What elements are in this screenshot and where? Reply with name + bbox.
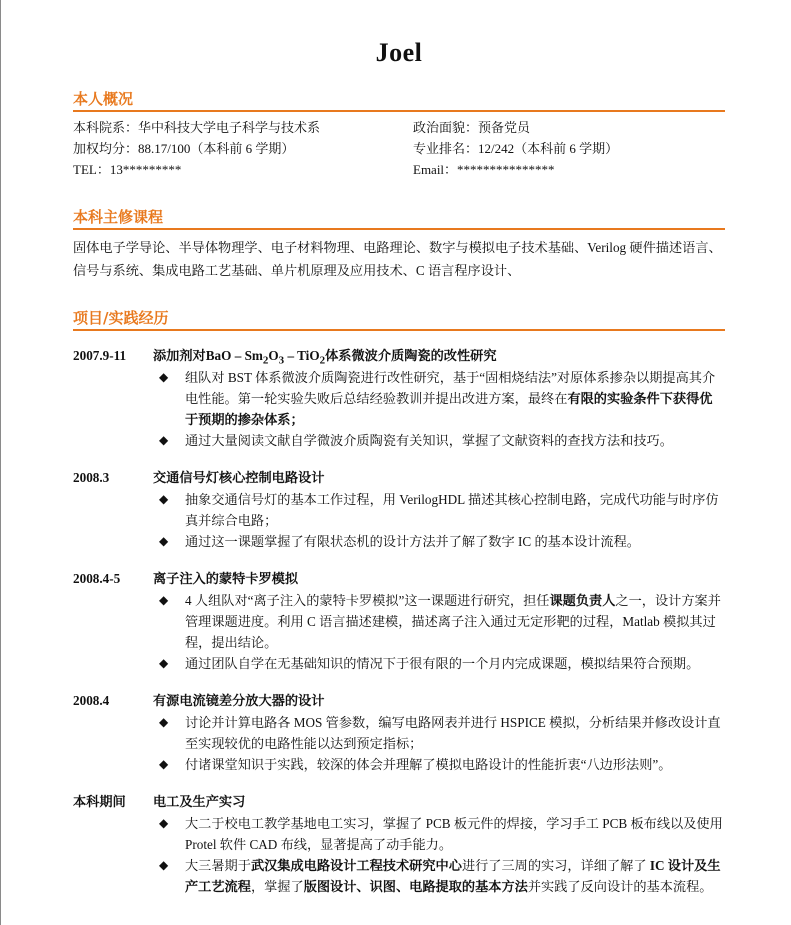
diamond-bullet-icon: ◆ — [159, 492, 169, 506]
project-header — [73, 690, 725, 712]
info-email: Email：*************** — [413, 162, 555, 177]
bullet-text: 付诸课堂知识于实践，较深的体会并理解了模拟电路设计的性能折衷“八边形法则”。 — [185, 757, 672, 772]
bullet-list — [73, 590, 725, 674]
project-item — [73, 467, 725, 552]
bullet-list — [73, 489, 725, 552]
title-part: – TiO — [284, 348, 320, 363]
project-item — [73, 690, 725, 775]
bullet-text: 大二于校电工教学基地电工实习，掌握了 PCB 板元件的焊接，学习手工 PCB 板布线以及使用 Protel 软件 CAD 布线，显著提高了动手能力。 — [185, 816, 723, 852]
section-title-projects — [73, 307, 725, 331]
info-gpa: 加权均分：88.17/100（本科前 6 学期） — [73, 141, 295, 156]
project-date: 2008.4-5 — [73, 571, 121, 586]
project-header — [73, 467, 725, 489]
bullet-item — [73, 590, 725, 653]
project-header — [73, 345, 725, 367]
bullet-item — [73, 489, 725, 531]
project-title: 电工及生产实习 — [153, 794, 246, 809]
bullet-text: 4 人组队对“离子注入的蒙特卡罗模拟”这一课题进行研究，担任 — [185, 593, 550, 608]
project-title — [153, 345, 497, 367]
info-row — [73, 117, 725, 138]
bullet-text: 组队对 BST 体系微波介质陶瓷进行改性研究，基于“固相烧结法”对原体系掺杂以期提高其介电性能。第一轮实验失败后总结经验教训并提出改进方案，最终在 — [185, 370, 716, 406]
section-projects-label: 项目/实践经历 — [73, 309, 169, 327]
project-date: 本科期间 — [73, 794, 126, 809]
diamond-bullet-icon: ◆ — [159, 656, 169, 670]
bullet-text: 通过大量阅读文献自学微波介质陶瓷有关知识，掌握了文献资料的查找方法和技巧。 — [185, 433, 673, 448]
bullet-text: 进行了三周的实习，详细了解了 — [461, 858, 650, 873]
bullet-item — [73, 855, 725, 897]
bullet-list — [73, 712, 725, 775]
project-item — [73, 791, 725, 897]
section-title-overview — [73, 88, 725, 112]
project-date: 2008.3 — [73, 470, 110, 485]
bullet-bold-text: 版图设计、识图、电路提取的基本方法 — [303, 879, 528, 894]
bullet-item — [73, 712, 725, 754]
title-part: 体系微波介质陶瓷的改性研究 — [325, 348, 497, 363]
bullet-text: 通过这一课题掌握了有限状态机的设计方法并了解了数字 IC 的基本设计流程。 — [185, 534, 640, 549]
bullet-text: ； — [290, 412, 304, 427]
title-subscript: 2 — [319, 354, 326, 367]
bullet-item — [73, 430, 725, 451]
bullet-item — [73, 754, 725, 775]
bullet-list — [73, 813, 725, 897]
bullet-list — [73, 367, 725, 451]
info-rank: 专业排名：12/242（本科前 6 学期） — [413, 141, 619, 156]
info-tel: TEL：13********* — [73, 162, 182, 177]
project-item — [73, 345, 725, 451]
project-header — [73, 568, 725, 590]
title-subscript: 2 — [262, 354, 269, 367]
bullet-bold-text: 有限的实验条件下获得优于预期的掺杂体系 — [185, 391, 713, 427]
project-date: 2008.4 — [73, 693, 110, 708]
info-row — [73, 138, 725, 159]
project-title: 离子注入的蒙特卡罗模拟 — [153, 571, 299, 586]
bullet-item — [73, 531, 725, 552]
page-left-edge — [0, 0, 1, 925]
title-part: 添加剂对BaO – Sm — [153, 348, 263, 363]
resume-name: Joel — [375, 38, 423, 67]
title-subscript: 3 — [278, 354, 285, 367]
bullet-text: ，掌握了 — [250, 879, 304, 894]
bullet-bold-text: IC 设计及生产工艺流程 — [185, 858, 721, 894]
project-item — [73, 568, 725, 674]
bullet-item — [73, 367, 725, 430]
info-dept: 本科院系：华中科技大学电子科学与技术系 — [73, 120, 321, 135]
bullet-text: 并实践了反向设计的基本流程。 — [527, 879, 713, 894]
diamond-bullet-icon: ◆ — [159, 370, 169, 384]
diamond-bullet-icon: ◆ — [159, 593, 169, 607]
project-title: 有源电流镜差分放大器的设计 — [153, 693, 325, 708]
bullet-text: 大三暑期于 — [185, 858, 251, 873]
diamond-bullet-icon: ◆ — [159, 433, 169, 447]
section-courses-label: 本科主修课程 — [73, 208, 164, 226]
info-political: 政治面貌：预备党员 — [413, 120, 531, 135]
project-title: 交通信号灯核心控制电路设计 — [153, 470, 325, 485]
info-row — [73, 159, 725, 180]
bullet-text: 之一，设计方案并管理课题进度。利用 C 语言描述建模，描述离子注入通过无定形靶的过程，Matlab 模拟其过程，提出结论。 — [185, 593, 721, 650]
bullet-text: 讨论并计算电路各 MOS 管参数，编写电路网表并进行 HSPICE 模拟，分析结果并修改设计直至实现较优的电路性能以达到预定指标； — [185, 715, 721, 751]
title-part: O — [268, 348, 279, 363]
diamond-bullet-icon: ◆ — [159, 816, 169, 830]
diamond-bullet-icon: ◆ — [159, 858, 169, 872]
bullet-text: 抽象交通信号灯的基本工作过程，用 VerilogHDL 描述其核心控制电路，完成代功能与时序仿真并综合电路； — [185, 492, 719, 528]
overview-info — [73, 117, 725, 180]
section-overview-label: 本人概况 — [73, 90, 134, 108]
bullet-item — [73, 813, 725, 855]
bullet-item — [73, 653, 725, 674]
diamond-bullet-icon: ◆ — [159, 534, 169, 548]
section-title-courses — [73, 206, 725, 230]
bullet-text: 通过团队自学在无基础知识的情况下于很有限的一个月内完成课题，模拟结果符合预期。 — [185, 656, 700, 671]
diamond-bullet-icon: ◆ — [159, 757, 169, 771]
bullet-bold-text: 武汉集成电路设计工程技术研究中心 — [250, 858, 462, 873]
courses-text: 固体电子学导论、半导体物理学、电子材料物理、电路理论、数字与模拟电子技术基础、Verilog 硬件描述语言、信号与系统、集成电路工艺基础、单片机原理及应用技术、C 语言程序设计、 — [73, 240, 722, 278]
project-date: 2007.9-11 — [73, 348, 127, 363]
bullet-bold-text: 课题负责人 — [549, 593, 616, 608]
resume-page — [73, 0, 725, 897]
diamond-bullet-icon: ◆ — [159, 715, 169, 729]
project-header — [73, 791, 725, 813]
